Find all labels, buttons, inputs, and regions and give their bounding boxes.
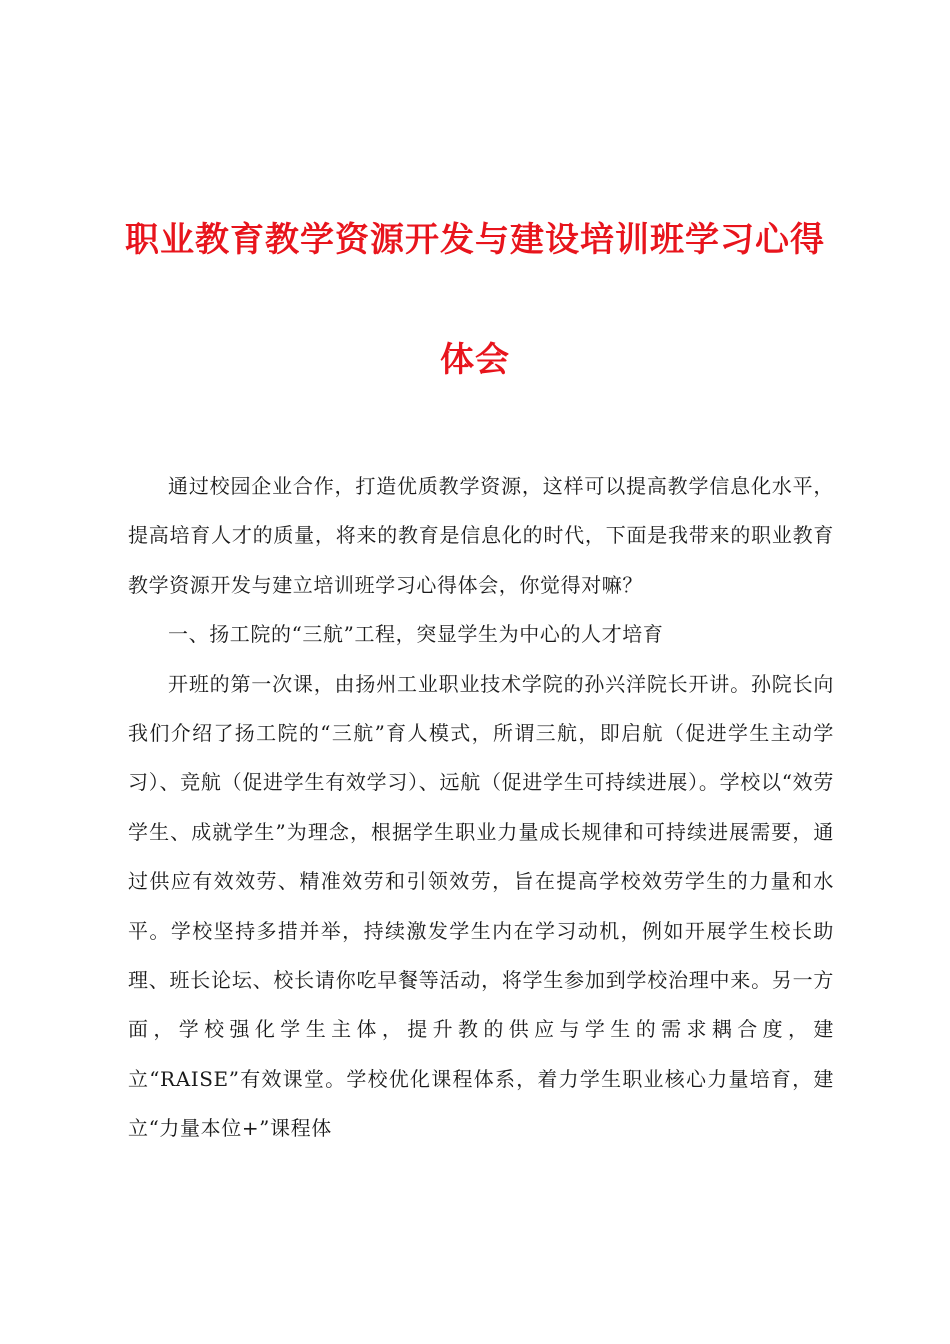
paragraph-section-1: 开班的第一次课，由扬州工业职业技术学院的孙兴洋院长开讲。孙院长向我们介绍了扬工院的“三航”育人模式，所谓三航，即启航（促进学生主动学习）、竞航（促进学生有效学习）、远航（促进学生可持续进展）。学校以“效劳学生、成就学生”为理念，根据学生职业力量成长规律和可持续进展需要，通过供应有效效劳、精准效劳和引领效劳，旨在提高学校效劳学生的力量和水平。学校坚持多措并举，持续激发学生内在学习动机，例如开展学生校长助理、班长论坛、校长请你吃早餐等活动，将学生参加到学校治理中来。另一方面，学校强化学生主体，提升教的供应与学生的需求耦合度，建立“RAISE”有效课堂。学校优化课程体系，着力学生职业核心力量培育，建立“力量本位+”课程体 — [128, 671, 834, 1141]
paragraph-intro: 通过校园企业合作，打造优质教学资源，这样可以提高教学信息化水平，提高培育人才的质量，将来的教育是信息化的时代，下面是我带来的职业教育教学资源开发与建立培训班学习心得体会，你觉得对嘛？ — [128, 474, 834, 597]
document-body — [128, 462, 834, 1154]
section-heading: 一、扬工院的“三航”工程，突显学生为中心的人才培育 — [168, 622, 664, 647]
document-title-line-2: 体会 — [440, 340, 510, 380]
document-title-line-1: 职业教育教学资源开发与建设培训班学习心得 — [125, 220, 825, 260]
